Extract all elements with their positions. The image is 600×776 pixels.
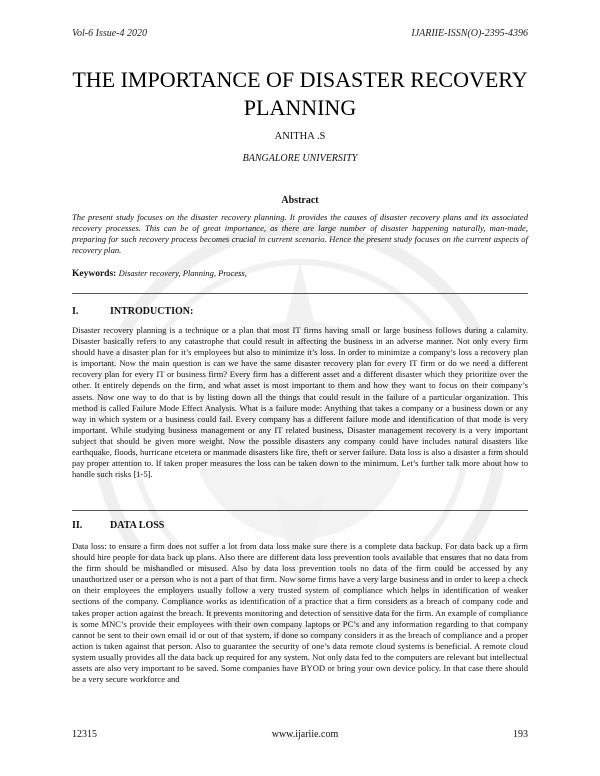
section-divider <box>72 293 528 294</box>
author-name: ANITHA .S <box>274 131 326 142</box>
data-loss-text: Data loss: to ensure a firm does not suffer a lot from data loss make sure there is a complete data backup. For data back up a firm should hire people for data back up plans. Also there are different data loss prevention tools available that ensures that no data from the firm should be mishandled or misused. Also by data loss prevention tools no data of the firm could be accessed by any unauthorized user or a person who is not a part of that firm. Now some firms have a very large business and in order to keep a check on their employees the employers usually follow a very trusted system of compliance which helps in identification of weaker sections of the company. Compliance works as identification of a practice that a firm considers as a breach of company code and takes proper action against the breach. It prevents monitoring and detection of sensitive data for the firm. An example of compliance is some MNC’s provide their employees with their own company laptops or PC’s and any information regarding to that company cannot be sent to their own email id or out of that system, if done so company considers it as the breach of compliance and a proper action is taken against that person. Also to guarantee the security of one’s data remote cloud systems is beneficial. A remote cloud system usually provides all the data back up required for any system. Not only data fed to the computers are relevant but intellectual assets are also very important to be saved. Some companies have BYOD or bring your own device policy. In that case there should be a very secure workforce and <box>72 541 528 685</box>
section-title: DATA LOSS <box>110 520 165 531</box>
abstract-heading: Abstract <box>281 195 319 206</box>
section-title: INTRODUCTION: <box>110 306 194 317</box>
section-heading-introduction <box>72 306 193 317</box>
keywords-values: Disaster recovery, Planning, Process, <box>118 268 247 278</box>
running-header <box>72 28 528 39</box>
journal-website: www.ijariie.com <box>271 729 339 740</box>
keywords-label: Keywords: <box>72 269 117 279</box>
abstract-text: The present study focuses on the disaster recovery planning. It provides the causes of disaster recovery plans and its associated recovery processes. This can be of great importance, as there are large number of disaster happening naturally, man-made, preparing for such recovery process becomes crucial in current scenario. Hence the present study focuses on the current aspects of recovery plan. <box>72 212 528 255</box>
volume-issue: Vol-6 Issue-4 2020 <box>72 28 147 39</box>
page-number: 193 <box>513 729 528 740</box>
paper-id: 12315 <box>72 729 97 740</box>
section-divider <box>72 510 528 511</box>
page-footer <box>72 729 528 740</box>
section-heading-data-loss <box>72 520 164 531</box>
paper-title: THE IMPORTANCE OF DISASTER RECOVERY PLANNING <box>72 67 528 120</box>
introduction-text: Disaster recovery planning is a technique or a plan that most IT firms having small or large business follows during a calamity. Disaster basically refers to any catastrophe that could result in affecting the business in an adverse manner. Not only every firm should have a disaster plan for it’s employees but also to minimize it’s loss. In order to minimize a company’s loss a recovery plan is important. Now the main question is can we have the same disaster recovery plan for every IT firm or do we need a different recovery plan for every IT or business firm? Every firm has a different asset and a different disaster which they prioritize over the other. It entirely depends on the firm, and what asset is most important to them and how they want to focus on their company’s assets. Now one way to do that is by listing down all the things that could result in the failure of a particular organization. This method is called Failure Mode Effect Analysis. What is a failure mode: Anything that takes a company or a business down or any way in which system or a business could fail. Every company has a different failure mode and identification of that mode is very important. While studying business management or any IT related business, Disaster management recovery is a very important subject that should be given more weight. Now the possible disasters any company could have includes natural disasters like earthquake, floods, hurricane etcetera or manmade disasters like fire, theft or server failure. Data loss is also a disaster a firm should pay proper attention to. If taken proper measures the loss can be taken down to the minimum. Let’s further talk more about how to handle such risks [1-5]. <box>72 325 528 480</box>
author-affiliation: BANGALORE UNIVERSITY <box>242 153 358 164</box>
keywords <box>72 268 528 279</box>
section-number: II. <box>72 520 83 531</box>
section-number: I. <box>72 306 79 317</box>
issn: IJARIIE-ISSN(O)-2395-4396 <box>411 28 528 39</box>
